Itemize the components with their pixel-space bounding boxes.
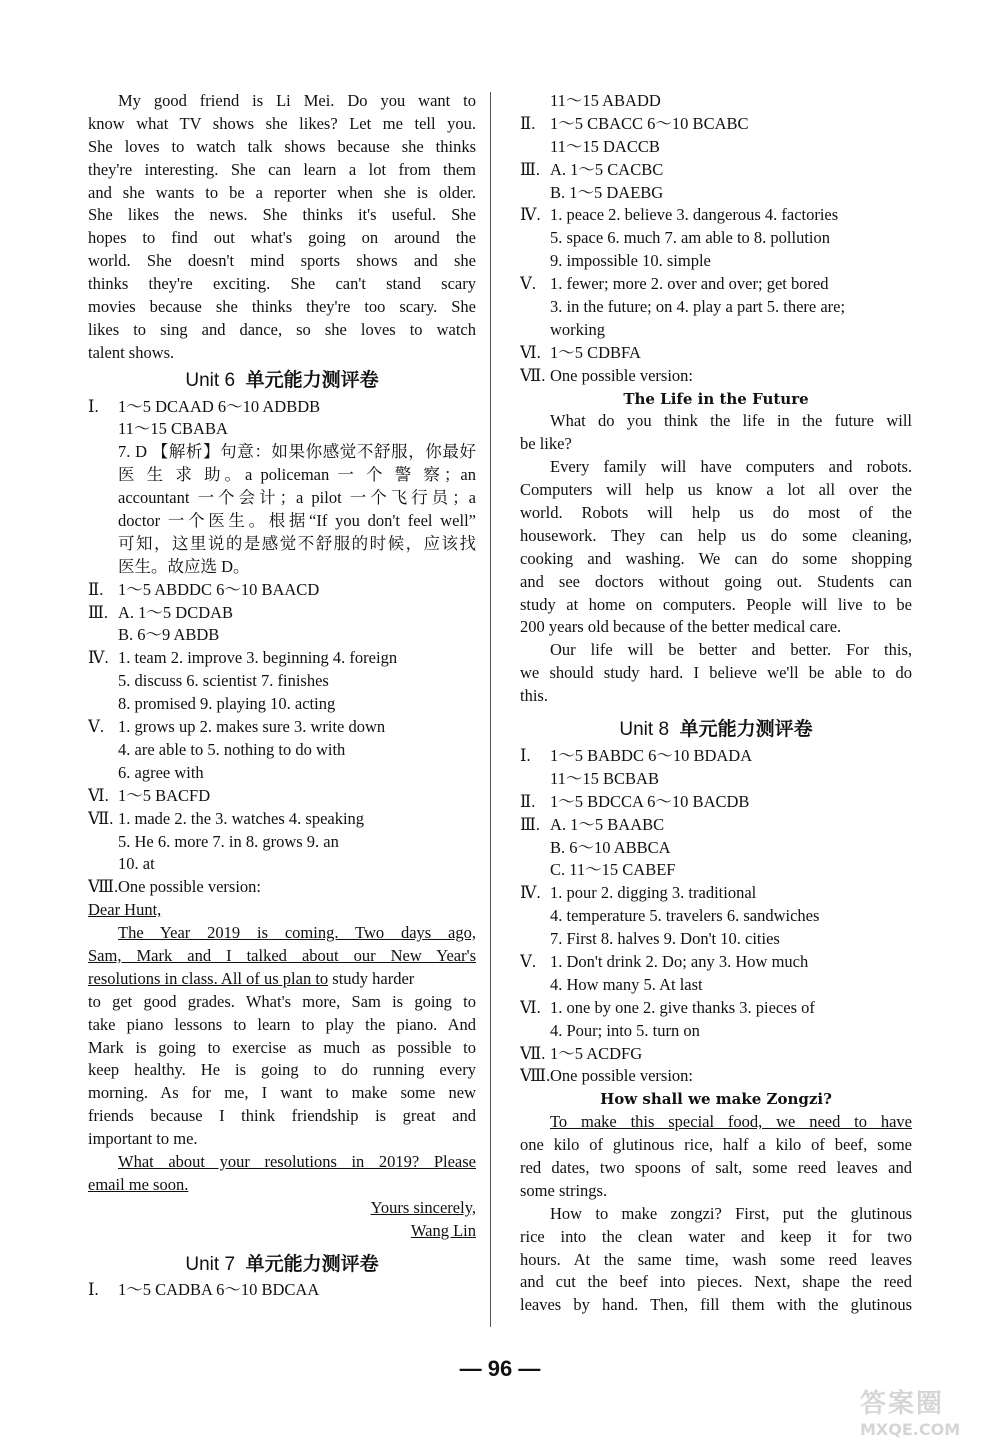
essay-line: Our life will be better and better. For this,	[550, 640, 912, 660]
watermark-text: 答案圈	[860, 1389, 945, 1419]
roman-numeral: Ⅲ.	[520, 159, 541, 179]
answer-line: 11～15 CBABA	[118, 419, 228, 439]
salutation: Dear Hunt,	[88, 900, 162, 920]
roman-numeral: Ⅴ.	[520, 274, 537, 294]
roman-numeral: Ⅵ.	[520, 342, 541, 362]
essay-line: some strings.	[520, 1180, 608, 1200]
roman-numeral: Ⅱ.	[520, 791, 536, 811]
roman-numeral: Ⅶ.	[520, 1043, 546, 1063]
column-divider	[490, 92, 491, 1327]
answer-line: B. 1～5 DAEBG	[550, 182, 664, 202]
essay-line: this.	[520, 686, 548, 706]
watermark-logo	[860, 1383, 988, 1443]
unit-label: Unit 8	[619, 719, 670, 741]
answer-line: 1～5 BACFD	[118, 785, 211, 805]
roman-numeral: Ⅱ.	[520, 113, 536, 133]
roman-numeral: Ⅶ.	[88, 808, 114, 828]
roman-numeral: Ⅲ.	[520, 814, 541, 834]
answer-line: A. 1～5 BAABC	[550, 814, 665, 834]
essay-line: world. Robots will help us do most of the	[520, 503, 912, 523]
answer-line: 9. impossible 10. simple	[550, 251, 711, 271]
letter-line-tail: study harder	[328, 968, 415, 988]
roman-numeral: Ⅵ.	[88, 785, 109, 805]
answer-line: 11～15 ABADD	[550, 91, 661, 110]
essay-line: How to make zongzi? First, put the glutinous	[550, 1203, 912, 1223]
letter-line: morning. As for me, I want to make some new	[88, 1083, 476, 1103]
answer-line: C. 11～15 CABEF	[550, 860, 676, 880]
answer-line: 4. How many 5. At last	[550, 974, 703, 994]
essay-line: Every family will have computers and robots.	[550, 457, 912, 477]
roman-numeral: Ⅴ.	[88, 717, 105, 737]
answer-line: working	[550, 319, 605, 339]
text-line: talent shows.	[88, 342, 175, 362]
essay	[520, 1111, 912, 1317]
page-number: — 96 —	[459, 1356, 541, 1381]
note-line: 医 生 求 助。a policeman 一 个 警 察；an	[118, 465, 476, 485]
roman-numeral: Ⅱ.	[88, 579, 104, 599]
answer-line: 1～5 ABDDC 6～10 BAACD	[118, 579, 320, 599]
unit-label: Unit 7	[185, 1253, 236, 1275]
unit6-heading	[88, 369, 476, 392]
writing-head: One possible version:	[550, 365, 693, 385]
text-line: and she wants to be a reporter when she is older.	[88, 182, 476, 202]
roman-numeral: Ⅶ.	[520, 365, 546, 385]
watermark-url: MXQE.COM	[860, 1420, 961, 1439]
answer-line: 5. discuss 6. scientist 7. finishes	[118, 671, 329, 691]
answer-line: 1. fewer; more 2. over and over; get bored	[550, 274, 829, 294]
answer-line: 3. in the future; on 4. play a part 5. there are;	[550, 297, 846, 317]
note-line: doctor 一个医生。根据“If you don't feel well”	[118, 511, 476, 531]
note-line: 可知，这里说的是感觉不舒服的时候，应该找	[118, 533, 476, 553]
letter-line: take piano lessons to learn to play the piano. And	[88, 1014, 476, 1034]
answer-line: 11～15 DACCB	[550, 136, 660, 156]
essay-line: one kilo of glutinous rice, half a kilo of beef, some	[520, 1135, 912, 1155]
answer-line: 6. agree with	[118, 762, 204, 782]
essay-line: rice into the clean water and keep it for two	[520, 1226, 912, 1246]
answer-line: 4. are able to 5. nothing to do with	[118, 739, 346, 759]
answer-line: 1～5 DCAAD 6～10 ADBDB	[118, 396, 321, 416]
text-line: world. She doesn't mind sports shows and she	[88, 251, 476, 271]
text-line: they're interesting. She can learn a lot from them	[88, 159, 476, 179]
text-line: My good friend is Li Mei. Do you want to	[118, 91, 476, 110]
unit8-heading	[520, 718, 912, 741]
unit6-answers	[88, 396, 476, 1243]
answer-line: 1. grows up 2. makes sure 3. write down	[118, 717, 386, 737]
unit8-answers	[520, 745, 912, 1317]
answer-line: 4. Pour; into 5. turn on	[550, 1020, 700, 1040]
text-line: She likes the news. She thinks it's useful. She	[88, 205, 476, 225]
roman-numeral: Ⅰ.	[88, 396, 99, 416]
unit-title-cn: 单元能力测评卷	[245, 1252, 379, 1275]
answer-line: 5. He 6. more 7. in 8. grows 9. an	[118, 831, 339, 851]
letter-line: important to me.	[88, 1129, 198, 1149]
letter-line: The Year 2019 is coming. Two days ago,	[118, 923, 476, 943]
unit-title-cn: 单元能力测评卷	[679, 718, 813, 741]
answer-line: 1～5 CBACC 6～10 BCABC	[550, 113, 749, 133]
answer-line: 1. peace 2. believe 3. dangerous 4. factories	[550, 205, 839, 225]
roman-numeral: Ⅲ.	[88, 602, 109, 622]
letter	[88, 899, 476, 1242]
essay-line: cooking and washing. We can do some shopping	[520, 548, 912, 568]
roman-numeral: Ⅰ.	[520, 745, 531, 765]
unit7-heading	[88, 1253, 476, 1276]
reading-passage	[88, 90, 476, 365]
essay-title: The Life in the Future	[623, 389, 809, 408]
essay-line: 200 years old because of the better medical care.	[520, 617, 842, 637]
answer-line: 1. one by one 2. give thanks 3. pieces of	[550, 997, 815, 1017]
answer-line: 11～15 BCBAB	[550, 768, 659, 788]
roman-numeral: Ⅴ.	[520, 951, 537, 971]
answer-line: 1～5 CADBA 6～10 BDCAA	[118, 1280, 320, 1300]
text-line: thinks they're exciting. She can't stand scary	[88, 274, 476, 294]
answer-line: 8. promised 9. playing 10. acting	[118, 694, 336, 714]
answer-line: 5. space 6. much 7. am able to 8. pollution	[550, 228, 830, 248]
roman-numeral: Ⅳ.	[520, 883, 541, 903]
answer-line: B. 6～10 ABBCA	[550, 837, 671, 857]
answer-line: 1. made 2. the 3. watches 4. speaking	[118, 808, 365, 828]
answer-line: 1～5 ACDFG	[550, 1043, 643, 1063]
roman-numeral: Ⅷ.	[88, 877, 119, 897]
letter-line: Mark is going to exercise as much as possible to	[88, 1037, 476, 1057]
writing-head: One possible version:	[118, 877, 261, 897]
answer-line: 1～5 BABDC 6～10 BDADA	[550, 745, 753, 765]
note-line: accountant 一个会计；a pilot 一个飞行员；a	[118, 488, 476, 508]
roman-numeral: Ⅷ.	[520, 1066, 551, 1086]
letter-line: What about your resolutions in 2019? Please	[118, 1151, 476, 1171]
right-column	[520, 90, 912, 1317]
answer-line: 10. at	[118, 854, 155, 874]
answer-line: 1. pour 2. digging 3. traditional	[550, 883, 757, 903]
answer-line: A. 1～5 CACBC	[550, 159, 664, 179]
essay-line: and cut the beef into pieces. Next, shape the reed	[520, 1272, 912, 1292]
answer-line: 1～5 BDCCA 6～10 BACDB	[550, 791, 750, 811]
roman-numeral: Ⅳ.	[88, 648, 109, 668]
essay-line: be like?	[520, 434, 572, 454]
essay-line: we should study hard. I believe we'll be able to do	[520, 663, 912, 683]
essay-line: To make this special food, we need to have	[550, 1112, 912, 1132]
signoff: Yours sincerely,	[370, 1197, 476, 1217]
answer-line: B. 6～9 ABDB	[118, 625, 220, 645]
writing-head: One possible version:	[550, 1066, 693, 1086]
unit7-answers	[520, 90, 912, 708]
essay-line: red dates, two spoons of salt, some reed leaves and	[520, 1157, 912, 1177]
answer-line: 1～5 CDBFA	[550, 342, 641, 362]
letter-line: Sam, Mark and I talked about our New Year's	[88, 945, 476, 965]
note-line: 医生。故应选 D。	[118, 556, 250, 576]
essay-line: hours. At the same time, wash some reed leaves	[520, 1249, 912, 1269]
letter-line: resolutions in class. All of us plan to	[88, 968, 329, 988]
essay-line: housework. They can help us do some cleaning,	[520, 525, 912, 545]
letter-line: to get good grades. What's more, Sam is going to	[88, 991, 476, 1011]
unit-title-cn: 单元能力测评卷	[245, 368, 379, 391]
essay-title: How shall we make Zongzi?	[600, 1090, 832, 1109]
text-line: hopes to find out what's going on around the	[88, 228, 476, 248]
text-line: movies because she thinks they're too scary. She	[88, 297, 476, 317]
essay-line: study at home on computers. People will live to be	[520, 594, 912, 614]
signature: Wang Lin	[410, 1220, 476, 1240]
roman-numeral: Ⅰ.	[88, 1280, 99, 1300]
essay	[520, 410, 912, 708]
note-line: 7. D 【解析】句意：如果你感觉不舒服，你最好	[118, 442, 476, 462]
left-column	[88, 90, 476, 1302]
essay-line: Computers will help us know a lot all over the	[520, 480, 912, 500]
essay-line: What do you think the life in the future will	[550, 411, 912, 431]
answer-line: 1. Don't drink 2. Do; any 3. How much	[550, 951, 809, 971]
essay-line: leaves by hand. Then, fill them with the glutinous	[520, 1295, 912, 1315]
answer-line: A. 1～5 DCDAB	[118, 602, 234, 622]
text-line: know what TV shows she likes? Let me tell you.	[88, 113, 476, 133]
roman-numeral: Ⅵ.	[520, 997, 541, 1017]
text-line: She loves to watch talk shows because she thinks	[88, 136, 476, 156]
answer-line: 7. First 8. halves 9. Don't 10. cities	[550, 929, 780, 949]
letter-line: keep healthy. He is going to do running every	[88, 1060, 476, 1080]
roman-numeral: Ⅳ.	[520, 205, 541, 225]
letter-line: friends because I think friendship is great and	[88, 1106, 476, 1126]
answer-line: 4. temperature 5. travelers 6. sandwiches	[550, 906, 820, 926]
analysis-note	[88, 441, 476, 578]
answer-line: 1. team 2. improve 3. beginning 4. foreign	[118, 648, 398, 668]
essay-line: and see doctors without going out. Students can	[520, 571, 912, 591]
letter-line: email me soon.	[88, 1174, 189, 1194]
text-line: likes to sing and dance, so she loves to watch	[88, 319, 476, 339]
unit-label: Unit 6	[185, 369, 236, 391]
